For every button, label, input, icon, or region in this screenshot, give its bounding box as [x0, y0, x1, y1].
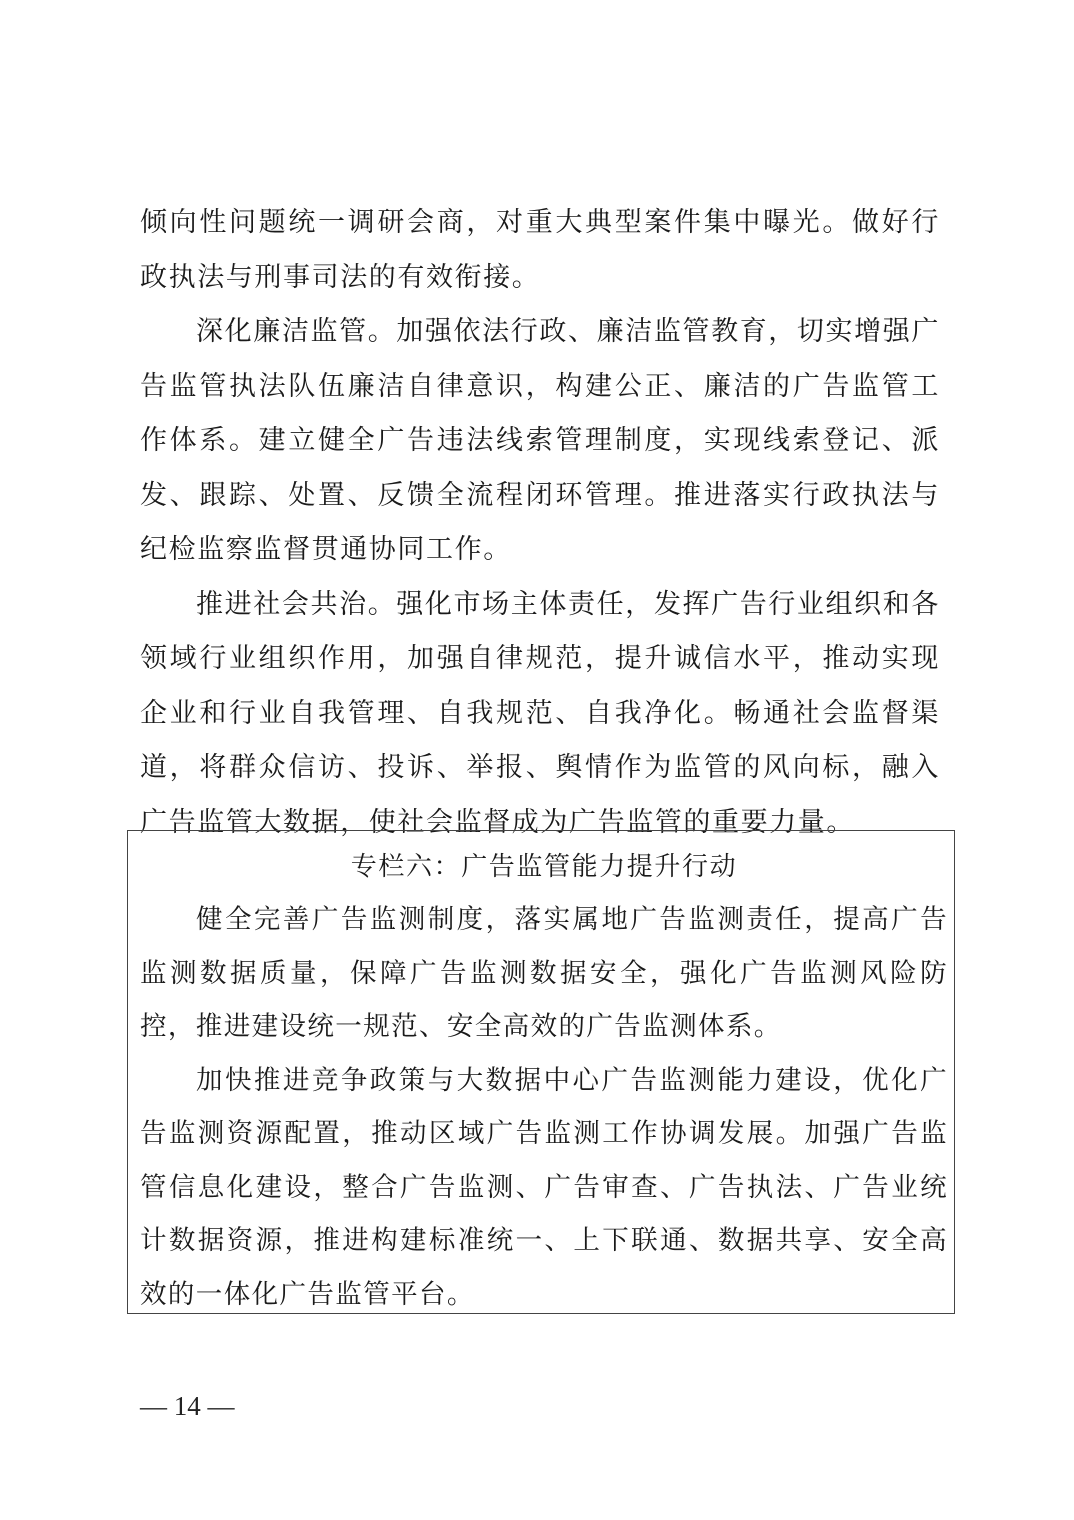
- column-box: [127, 830, 955, 1314]
- page-number: — 14 —: [140, 1391, 235, 1421]
- paragraph-continued: 倾向性问题统一调研会商，对重大典型案件集中曝光。做好行政执法与刑事司法的有效衔接。: [140, 207, 940, 293]
- column-box-paragraph: 加快推进竞争政策与大数据中心广告监测能力建设，优化广告监测资源配置，推动区域广告监测工作协调发展。加强广告监管信息化建设，整合广告监测、广告审查、广告执法、广告业统计数据资源，推进构建标准统一、上下联通、数据共享、安全高效的一体化广告监管平台。: [140, 1064, 948, 1310]
- column-box-title: 专栏六：广告监管能力提升行动: [350, 852, 738, 882]
- column-box-paragraph: 健全完善广告监测制度，落实属地广告监测责任，提高广告监测数据质量，保障广告监测数据安全，强化广告监测风险防控，推进建设统一规范、安全高效的广告监测体系。: [140, 904, 948, 1042]
- body-text: [140, 196, 940, 850]
- paragraph-integrity-supervision: 深化廉洁监管。加强依法行政、廉洁监管教育，切实增强广告监管执法队伍廉洁自律意识，构建公正、廉洁的广告监管工作体系。建立健全广告违法线索管理制度，实现线索登记、派发、跟踪、处置、反馈全流程闭环管理。推进落实行政执法与纪检监察监督贯通协同工作。: [140, 316, 940, 565]
- paragraph-social-governance: 推进社会共治。强化市场主体责任，发挥广告行业组织和各领域行业组织作用，加强自律规范，提升诚信水平，推动实现企业和行业自我管理、自我规范、自我净化。畅通社会监督渠道，将群众信访、投诉、举报、舆情作为监管的风向标，融入广告监管大数据，使社会监督成为广告监管的重要力量。: [140, 588, 940, 838]
- column-box-content: [140, 841, 948, 1321]
